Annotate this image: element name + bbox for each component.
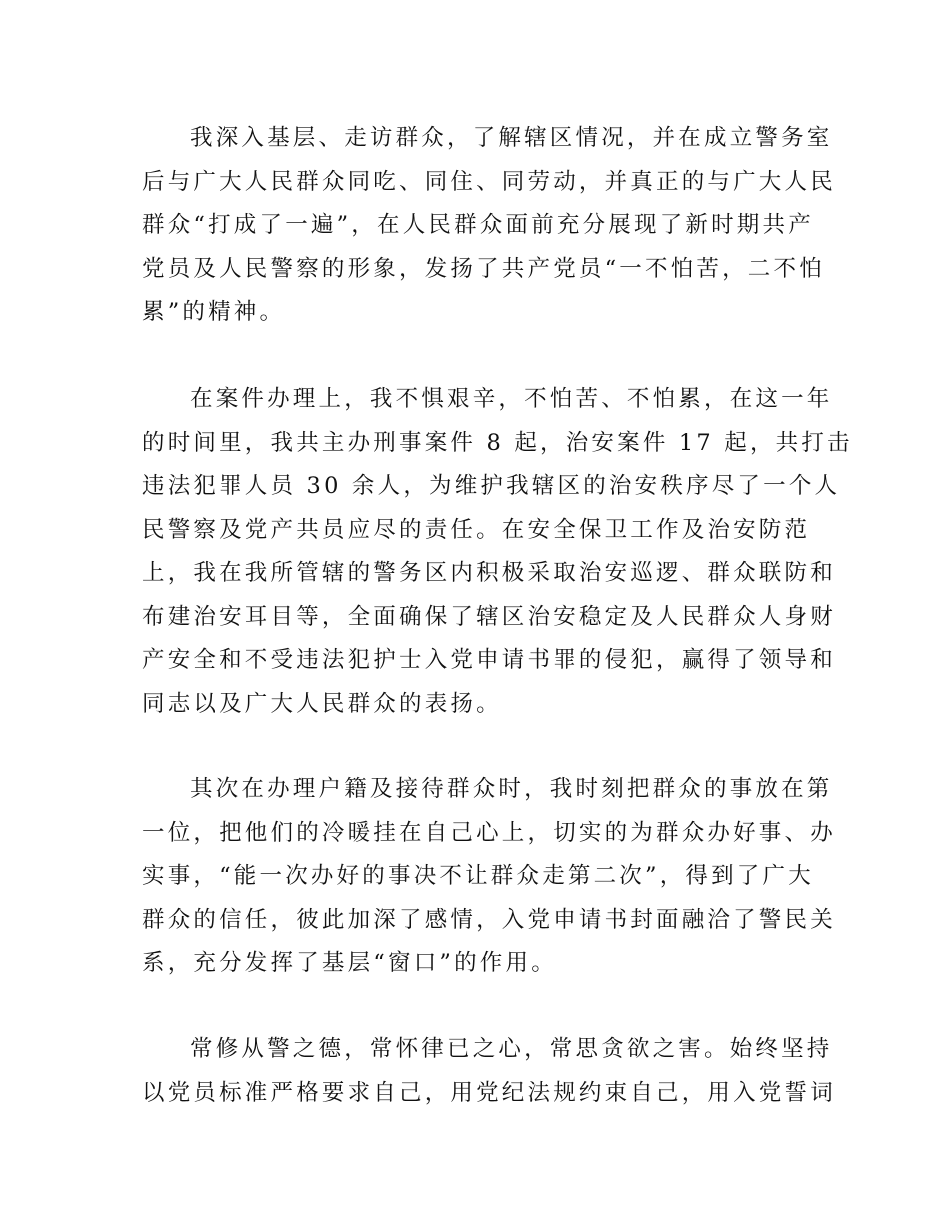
paragraph-4: [142, 1028, 836, 1115]
text-line: 群众的信任，彼此加深了感情，入党申请书封面融洽了警民关: [142, 906, 836, 933]
text-line: 的时间里，我共主办刑事案件 8 起，治安案件 17 起，共打击: [142, 429, 853, 456]
text-line: 布建治安耳目等，全面确保了辖区治安稳定及人民群众人身财: [142, 603, 836, 630]
text-line: 民警察及党产共员应尽的责任。在安全保卫工作及治安防范: [142, 516, 811, 543]
paragraph-3: [142, 768, 836, 986]
text-line: 违法犯罪人员 30 余人，为维护我辖区的治安秩序尽了一个人: [142, 473, 841, 499]
text-line: 常修从警之德，常怀律已之心，常思贪欲之害。始终坚持: [190, 1036, 833, 1062]
text-line: 系，充分发挥了基层“窗口”的作用。: [142, 950, 557, 976]
text-line: 实事，“能一次办好的事决不让群众走第二次”，得到了广大: [142, 863, 814, 889]
paragraph-1: [142, 117, 836, 335]
text-line: 以党员标准严格要求自己，用党纪法规约束自己，用入党誓词: [142, 1079, 836, 1106]
text-line: 上，我在我所管辖的警务区内积极采取治安巡逻、群众联防和: [142, 560, 836, 586]
text-line: 党员及人民警察的形象，发扬了共产党员“一不怕苦，二不怕: [142, 255, 825, 282]
text-line: 产安全和不受违法犯护士入党申请书罪的侵犯，赢得了领导和: [142, 647, 836, 673]
text-line: 其次在办理户籍及接待群众时，我时刻把群众的事放在第: [190, 776, 833, 802]
text-line: 一位，把他们的冷暖挂在自己心上，切实的为群众办好事、办: [142, 819, 836, 846]
text-line: 在案件办理上，我不惧艰辛，不怕苦、不怕累，在这一年: [190, 386, 833, 412]
text-line: 我深入基层、走访群众，了解辖区情况，并在成立警务室: [190, 125, 833, 151]
text-line: 后与广大人民群众同吃、同住、同劳动，并真正的与广大人民: [142, 168, 836, 195]
text-line: 群众“打成了一遍”，在人民群众面前充分展现了新时期共产: [142, 212, 814, 238]
text-line: 累”的精神。: [142, 299, 286, 325]
text-line: 同志以及广大人民群众的表扬。: [142, 690, 502, 717]
paragraph-2: [142, 378, 853, 726]
